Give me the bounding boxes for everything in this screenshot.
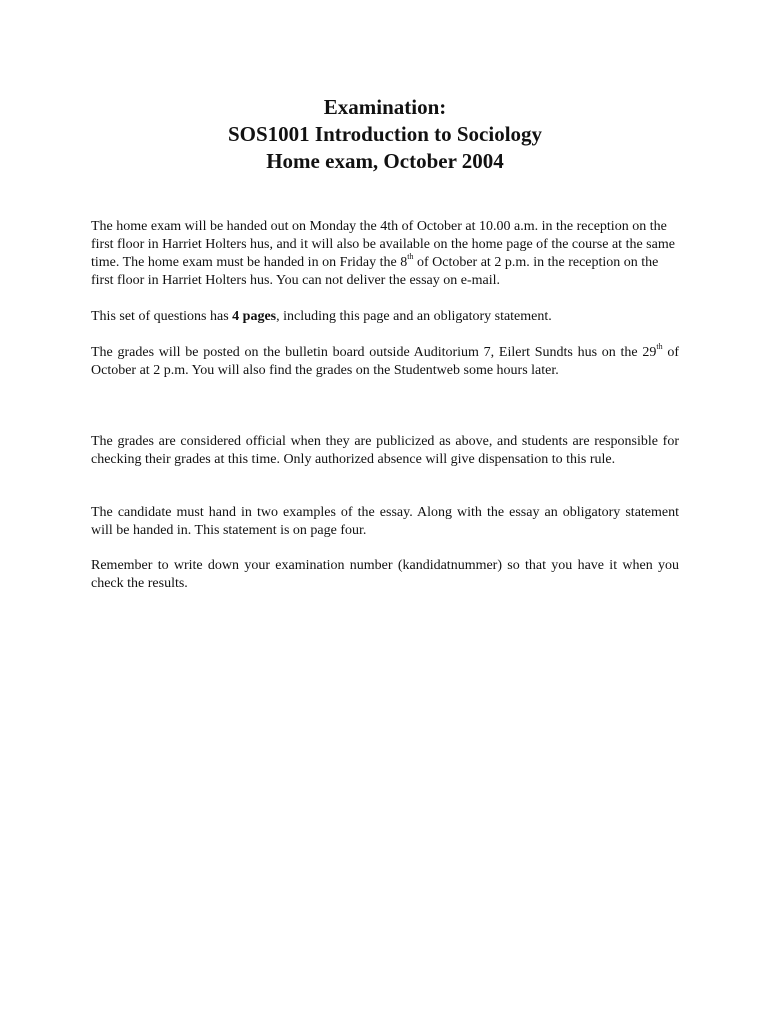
ordinal-suffix: th bbox=[656, 342, 663, 352]
page-count-emphasis: 4 pages bbox=[232, 309, 277, 324]
paragraph-text: The grades will be posted on the bulletin board outside Auditorium 7, Eilert Sundts hus on the 29 bbox=[91, 345, 657, 360]
title-line-course: SOS1001 Introduction to Sociology bbox=[227, 122, 543, 146]
paragraph-exam-handout bbox=[91, 218, 679, 290]
title-line-exam-date: Home exam, October 2004 bbox=[266, 149, 504, 173]
paragraph-text: The home exam will be handed out on Monday the 4th of October at 10.00 a.m. in the reception on the first floor in Harriet Holters hus, and it will also be available on the home page of the course at the same time. The home exam must be handed in on Friday the 8 bbox=[91, 219, 675, 270]
paragraph-essay-copies: The candidate must hand in two examples of the essay. Along with the essay an obligatory statement will be handed in. This statement is on page four. bbox=[91, 505, 679, 538]
paragraph-page-count bbox=[91, 308, 679, 326]
paragraph-text: of October at 2 p.m. You will also find the grades on the Studentweb some hours later. bbox=[91, 345, 679, 378]
paragraph-official-grades: The grades are considered official when they are publicized as above, and students are responsible for checking their grades at this time. Only authorized absence will give dispensation to this rule. bbox=[91, 434, 679, 467]
paragraph-grades-posting bbox=[91, 344, 679, 380]
paragraph-text: , including this page and an obligatory statement. bbox=[276, 309, 552, 324]
exam-title bbox=[0, 94, 770, 175]
title-line-examination: Examination: bbox=[323, 95, 447, 119]
paragraph-text: of October at 2 p.m. in the reception on the first floor in Harriet Holters hus. You can not deliver the essay on e-mail. bbox=[91, 255, 659, 288]
paragraph-exam-number: Remember to write down your examination number (kandidatnummer) so that you have it when you check the results. bbox=[91, 558, 679, 591]
paragraph-text: This set of questions has bbox=[91, 309, 233, 324]
ordinal-suffix: th bbox=[407, 252, 414, 262]
